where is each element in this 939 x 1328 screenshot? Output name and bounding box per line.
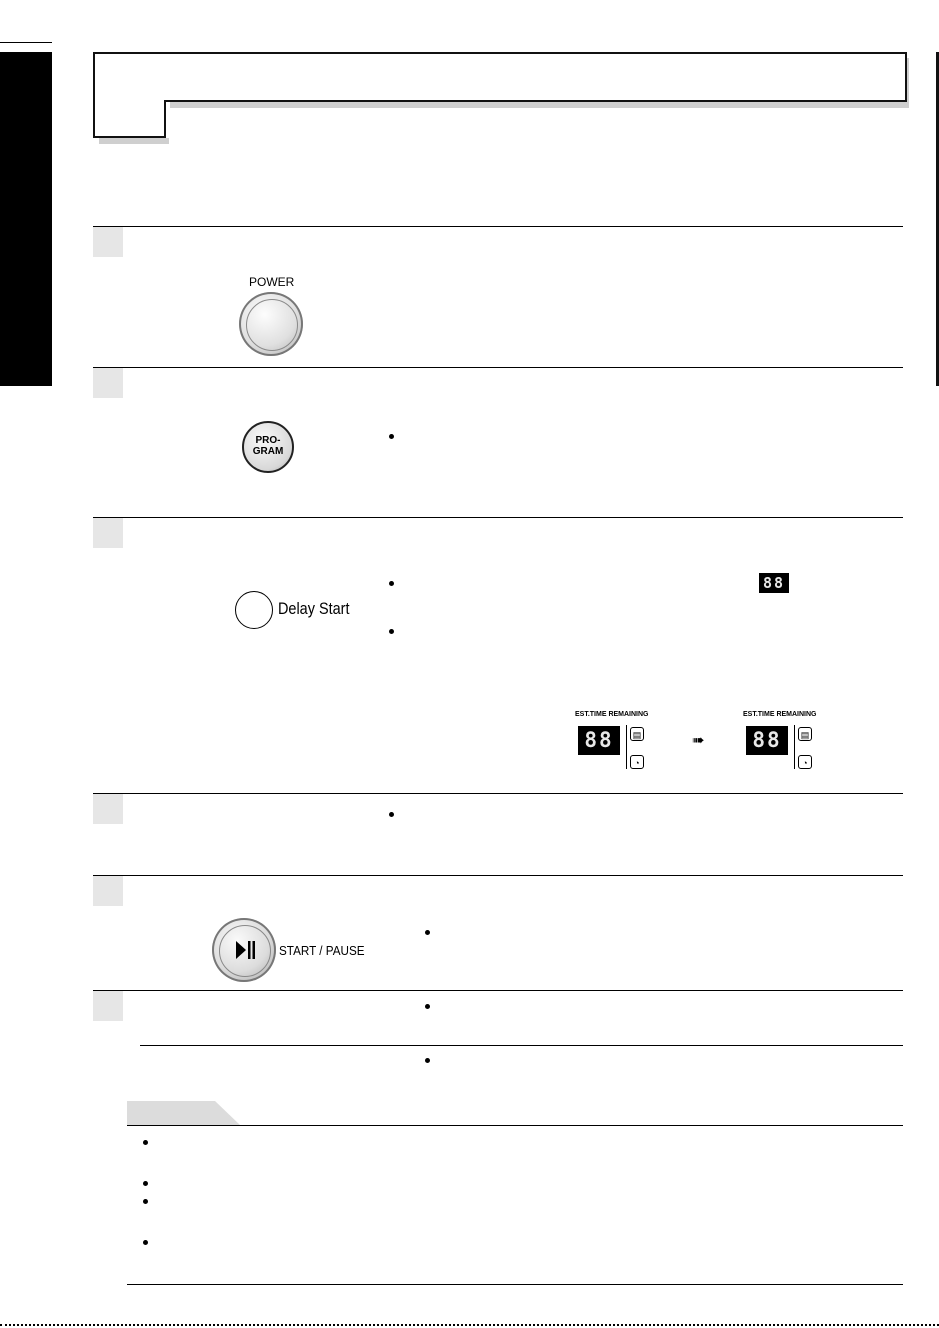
display-after-divider bbox=[794, 725, 795, 769]
delay-start-label: Delay Start bbox=[278, 599, 350, 618]
step-box-6 bbox=[93, 991, 123, 1021]
play-pause-icon bbox=[234, 939, 256, 961]
start-pause-label: START / PAUSE bbox=[279, 943, 365, 958]
title-shadow-bottom bbox=[170, 102, 909, 108]
title-frame-bottom bbox=[163, 100, 905, 102]
bullet-step4 bbox=[389, 812, 394, 817]
rule-step-6 bbox=[93, 990, 903, 991]
step-box-1 bbox=[93, 227, 123, 257]
power-label: POWER bbox=[249, 275, 295, 289]
bullet-step6-b bbox=[425, 1058, 430, 1063]
bottom-dotted-edge bbox=[0, 1324, 939, 1326]
display-before: 88 bbox=[578, 726, 620, 755]
rule-step-3 bbox=[93, 517, 903, 518]
program-button[interactable] bbox=[242, 421, 294, 473]
section-tab bbox=[0, 52, 52, 386]
rule-step-1 bbox=[93, 226, 903, 227]
top-left-rule bbox=[0, 42, 52, 43]
bullet-step5 bbox=[425, 930, 430, 935]
bullet-step3-b bbox=[389, 629, 394, 634]
title-tab bbox=[93, 100, 166, 138]
step-box-3 bbox=[93, 518, 123, 548]
title-shadow-tab bbox=[99, 138, 169, 144]
note-tab bbox=[127, 1101, 242, 1126]
step-box-5 bbox=[93, 876, 123, 906]
note-bullet-4 bbox=[143, 1240, 148, 1245]
note-bullet-1 bbox=[143, 1140, 148, 1145]
note-top-rule bbox=[127, 1125, 903, 1126]
arrow-right-icon: ➠ bbox=[692, 732, 705, 749]
rule-step-6-sub bbox=[140, 1045, 903, 1046]
step-box-2 bbox=[93, 368, 123, 398]
bullet-step3-a bbox=[389, 581, 394, 586]
note-bullet-3 bbox=[143, 1199, 148, 1204]
rule-step-4 bbox=[93, 793, 903, 794]
rule-step-5 bbox=[93, 875, 903, 876]
clock-icon-before: ◔ bbox=[630, 755, 644, 769]
bullet-step6-a bbox=[425, 1004, 430, 1009]
display-after: 88 bbox=[746, 726, 788, 755]
program-label-line1: PRO- bbox=[255, 435, 281, 446]
program-label-line2: GRAM bbox=[252, 446, 284, 457]
display-before-divider bbox=[626, 725, 627, 769]
inline-display: 88 bbox=[759, 573, 789, 593]
note-bottom-rule bbox=[127, 1284, 903, 1285]
est-time-label-after: EST.TIME REMAINING bbox=[743, 711, 817, 718]
rule-step-2 bbox=[93, 367, 903, 368]
note-bullet-2 bbox=[143, 1181, 148, 1186]
clock-icon-after: ◔ bbox=[798, 755, 812, 769]
est-time-label-before: EST.TIME REMAINING bbox=[575, 711, 649, 718]
power-button-inner bbox=[246, 299, 298, 351]
delay-start-button[interactable] bbox=[235, 591, 273, 629]
wash-icon-before: ▤ bbox=[630, 727, 644, 741]
step-box-4 bbox=[93, 794, 123, 824]
title-frame bbox=[93, 52, 907, 102]
bullet-step2 bbox=[389, 434, 394, 439]
wash-icon-after: ▤ bbox=[798, 727, 812, 741]
